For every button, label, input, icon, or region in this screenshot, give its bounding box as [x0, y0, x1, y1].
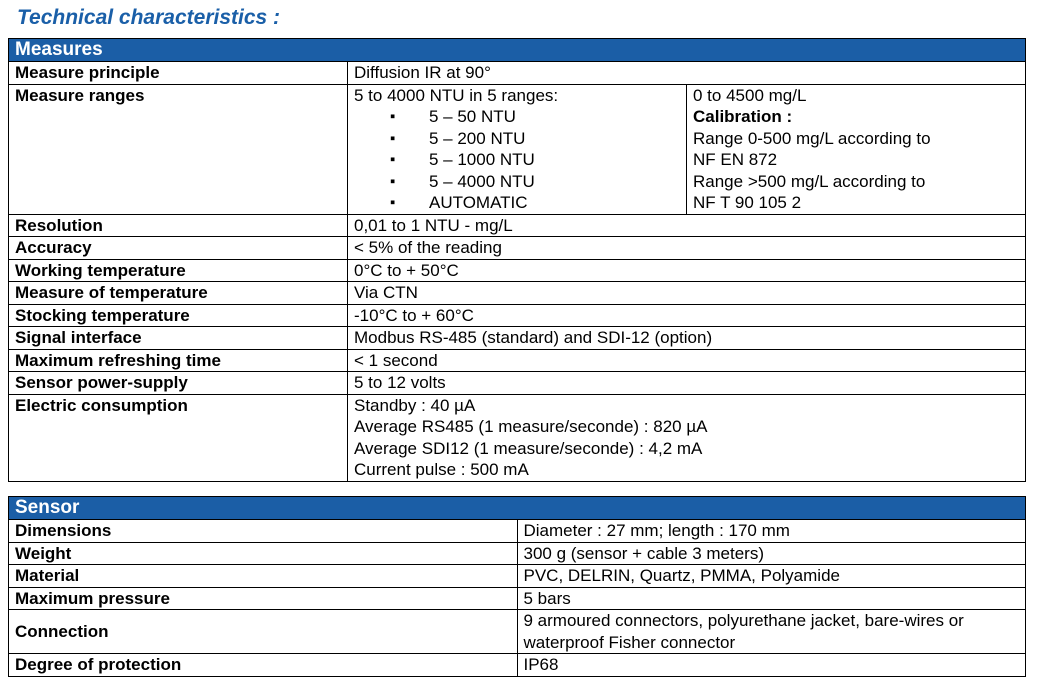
- ntu-ranges-intro: 5 to 4000 NTU in 5 ranges:: [354, 85, 559, 105]
- list-item: ▪ 5 – 1000 NTU: [354, 149, 680, 171]
- table-row: [9, 237, 1026, 260]
- table-row: [9, 214, 1026, 237]
- row-label: Measure principle: [9, 62, 348, 85]
- row-value: 300 g (sensor + cable 3 meters): [517, 542, 1026, 565]
- row-value: 5 to 12 volts: [348, 372, 1026, 395]
- table-row: [9, 349, 1026, 372]
- table-row: [9, 84, 1026, 214]
- calibration-line: NF EN 872: [693, 150, 778, 169]
- consumption-line: Average RS485 (1 measure/seconde) : 820 µA: [354, 417, 708, 436]
- consumption-line: Average SDI12 (1 measure/seconde) : 4,2 mA: [354, 438, 703, 458]
- sensor-table: [8, 496, 1026, 677]
- table-row: [9, 520, 1026, 543]
- row-label: Dimensions: [9, 520, 518, 543]
- list-item: ▪ AUTOMATIC: [354, 192, 680, 214]
- list-item: ▪ 5 – 4000 NTU: [354, 171, 680, 193]
- list-item: ▪ 5 – 200 NTU: [354, 128, 680, 150]
- row-label: Weight: [9, 542, 518, 565]
- mg-range: 0 to 4500 mg/L: [693, 85, 807, 105]
- row-value: Modbus RS-485 (standard) and SDI-12 (option): [348, 327, 1026, 350]
- table-row: [9, 304, 1026, 327]
- table-row: [9, 259, 1026, 282]
- row-label: Working temperature: [9, 259, 348, 282]
- row-value: -10°C to + 60°C: [348, 304, 1026, 327]
- row-value: Via CTN: [348, 282, 1026, 305]
- ntu-ranges-cell: [348, 84, 687, 214]
- row-value: 0°C to + 50°C: [348, 259, 1026, 282]
- measures-table: [8, 38, 1026, 482]
- table-row: [9, 394, 1026, 481]
- row-label: Maximum refreshing time: [9, 349, 348, 372]
- table-row: [9, 282, 1026, 305]
- row-label: Accuracy: [9, 237, 348, 260]
- row-value: Diameter : 27 mm; length : 170 mm: [517, 520, 1026, 543]
- ntu-ranges-list: [354, 106, 680, 214]
- mg-ranges-cell: [687, 84, 1026, 214]
- table-row: [9, 654, 1026, 677]
- table-row: [9, 62, 1026, 85]
- table-row: [9, 542, 1026, 565]
- row-value: 0,01 to 1 NTU - mg/L: [348, 214, 1026, 237]
- row-label: Resolution: [9, 214, 348, 237]
- row-label: Connection: [9, 610, 518, 654]
- row-value: PVC, DELRIN, Quartz, PMMA, Polyamide: [517, 565, 1026, 588]
- page-title: Technical characteristics :: [17, 6, 281, 29]
- row-value: IP68: [517, 654, 1026, 677]
- calibration-line: Range 0-500 mg/L according to: [693, 128, 931, 148]
- sensor-header-row: [9, 497, 1026, 520]
- row-value: < 5% of the reading: [348, 237, 1026, 260]
- measures-header-row: [9, 39, 1026, 62]
- row-value: Diffusion IR at 90°: [348, 62, 1026, 85]
- row-label: Stocking temperature: [9, 304, 348, 327]
- measures-header: Measures: [9, 39, 1026, 62]
- table-row: [9, 565, 1026, 588]
- consumption-cell: [348, 394, 1026, 481]
- sensor-header: Sensor: [9, 497, 1026, 520]
- row-label: Measure of temperature: [9, 282, 348, 305]
- row-value: < 1 second: [348, 349, 1026, 372]
- row-label: Material: [9, 565, 518, 588]
- row-label: Electric consumption: [9, 394, 348, 481]
- table-row: [9, 327, 1026, 350]
- row-label: Signal interface: [9, 327, 348, 350]
- row-label: Sensor power-supply: [9, 372, 348, 395]
- table-row: [9, 587, 1026, 610]
- table-row: [9, 372, 1026, 395]
- list-item: ▪ 5 – 50 NTU: [354, 106, 680, 128]
- calibration-label: Calibration :: [693, 107, 793, 126]
- calibration-line: Range >500 mg/L according to: [693, 171, 926, 191]
- calibration-line: NF T 90 105 2: [693, 193, 802, 212]
- table-row: [9, 610, 1026, 654]
- row-label: Maximum pressure: [9, 587, 518, 610]
- row-value: 5 bars: [517, 587, 1026, 610]
- consumption-line: Current pulse : 500 mA: [354, 460, 529, 479]
- consumption-line: Standby : 40 µA: [354, 395, 476, 415]
- row-label: Degree of protection: [9, 654, 518, 677]
- row-value: 9 armoured connectors, polyurethane jacket, bare-wires or waterproof Fisher connector: [517, 610, 1026, 654]
- row-label: Measure ranges: [9, 84, 348, 214]
